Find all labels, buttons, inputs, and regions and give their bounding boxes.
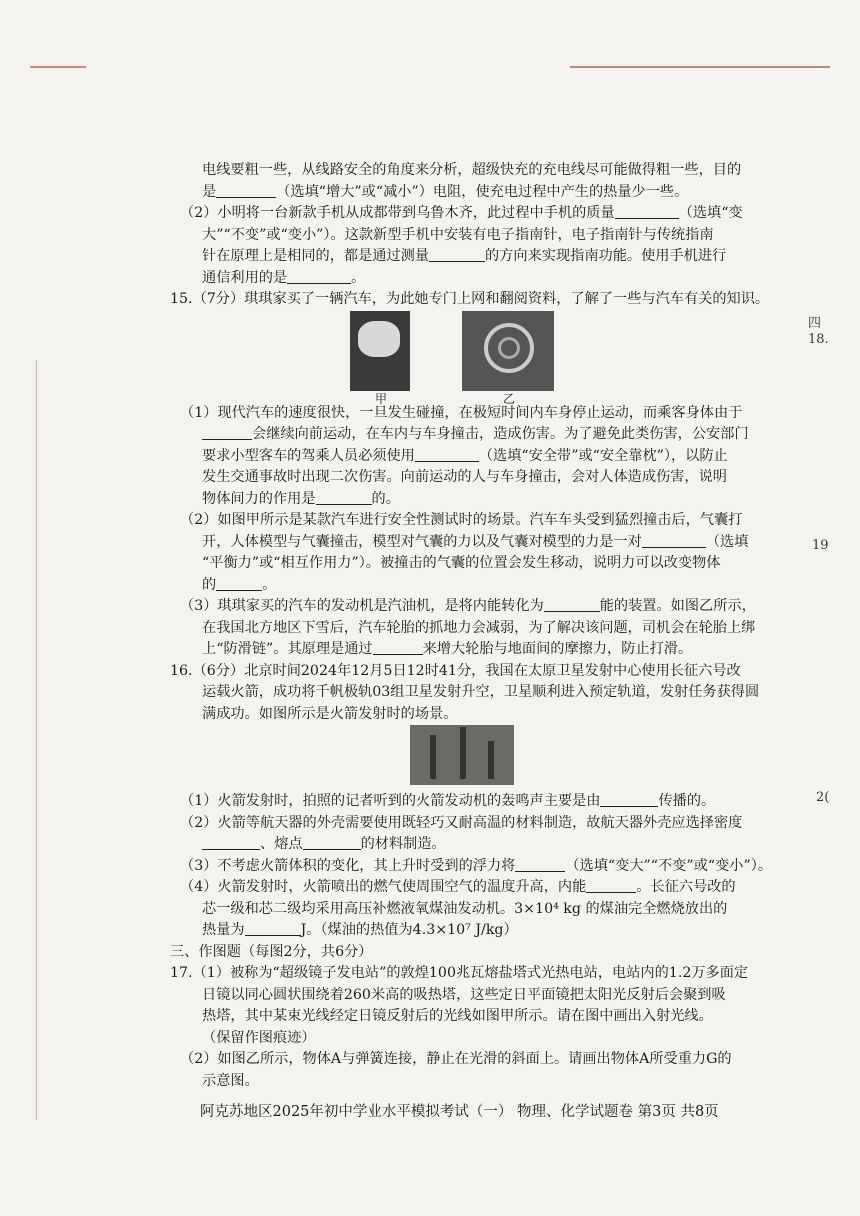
side-fragment: 18. <box>808 332 829 347</box>
top-rule-right <box>570 66 830 68</box>
answer-blank[interactable] <box>202 425 252 440</box>
text-line: 热量为 J。（煤油的热值为4.3×10⁷ J/kg） <box>202 922 518 938</box>
text-line: 物体间力的作用是 的。 <box>202 490 400 507</box>
figure-caption: 甲 <box>375 391 388 406</box>
answer-blank[interactable] <box>316 490 372 505</box>
rocket-launch-photo <box>410 725 514 785</box>
answer-blank[interactable] <box>544 597 600 612</box>
text-line: 日镜以同心圆状围绕着260米高的吸热塔，这些定日平面镜把太阳光反射后会聚到吸 <box>202 986 726 1003</box>
airbag-photo <box>350 311 410 391</box>
top-rule-left <box>30 66 86 68</box>
text-line: 是 （选填“增大”或“减小”）电阻，使充电过程中产生的热量少一些。 <box>202 183 689 200</box>
text-line: （3）不考虑火箭体积的变化，其上升时受到的浮力将 （选填“变大”“不变”或“变小”）。 <box>180 857 773 874</box>
answer-blank[interactable] <box>303 835 361 850</box>
text-line: （2）小明将一台新款手机从成都带到乌鲁木齐，此过程中手机的质量 （选填“变 <box>180 205 743 221</box>
answer-blank[interactable] <box>202 835 260 850</box>
answer-blank[interactable] <box>615 204 679 219</box>
text-line: 热塔，其中某束光线经定日镜反射后的光线如图甲所示。请在图中画出入射光线。 <box>202 1008 713 1024</box>
side-fragment: 19 <box>812 538 829 553</box>
answer-blank[interactable] <box>515 857 565 872</box>
text-line: 开，人体模型与气囊撞击，模型对气囊的力以及气囊对模型的力是一对 （选填 <box>202 533 749 550</box>
figure-row-16 <box>170 725 790 791</box>
text-line: （1）现代汽车的速度很快，一旦发生碰撞，在极短时间内车身停止运动，而乘客身体由于 <box>180 404 743 421</box>
text-line: （2）火箭等航天器的外壳需要使用既轻巧又耐高温的材料制造，故航天器外壳应选择密度 <box>180 814 743 831</box>
text-line: 上“防滑链”。其原理是通过 来增大轮胎与地面间的摩擦力，防止打滑。 <box>202 641 693 657</box>
text-line: （3）琪琪家买的汽车的发动机是汽油机，是将内能转化为 能的装置。如图乙所示， <box>180 598 756 614</box>
answer-blank[interactable] <box>429 247 485 262</box>
section-header: 三、作图题（每图2分，共6分） <box>170 943 373 960</box>
page-footer: 阿克苏地区2025年初中学业水平模拟考试（一） 物理、化学试题卷 第3页 共8页 <box>200 1104 719 1120</box>
text-line: 针在原理上是相同的，都是通过测量 的方向来实现指南功能。使用手机进行 <box>202 248 727 264</box>
question-16-header: 16.（6分）北京时间2024年12月5日12时41分，我国在太原卫星发射中心使用长征六号改 <box>170 662 741 679</box>
figure-row-15 <box>170 311 790 406</box>
question-15-header: 15.（7分）琪琪家买了一辆汽车，为此她专门上网和翻阅资料，了解了一些与汽车有关的知识。 <box>170 291 770 307</box>
text-line: 电线要粗一些，从线路安全的角度来分析，超级快充的充电线尽可能做得粗一些，目的 <box>202 162 742 178</box>
text-line: 在我国北方地区下雪后，汽车轮胎的抓地力会减弱，为了解决该问题，司机会在轮胎上绑 <box>202 619 756 636</box>
text-line: 会继续向前运动，在车内与车身撞击，造成伤害。为了避免此类伤害，公安部门 <box>170 424 790 446</box>
text-line: 大”“不变”或“变小”）。这款新型手机中安装有电子指南针，电子指南针与传统指南 <box>202 226 714 243</box>
answer-blank[interactable] <box>287 269 351 284</box>
text-line: 通信利用的是 。 <box>202 269 366 286</box>
answer-blank[interactable] <box>586 878 636 893</box>
side-fragment: 2( <box>816 790 830 805</box>
snow-chain-tire-photo <box>462 311 554 391</box>
answer-blank[interactable] <box>373 640 423 655</box>
text-line: 示意图。 <box>202 1072 259 1089</box>
answer-blank[interactable] <box>216 576 262 591</box>
text-line: 的 。 <box>202 576 277 593</box>
text-line: “平衡力”或“相互作用力”）。被撞击的气囊的位置会发生移动，说明力可以改变物体 <box>202 555 721 571</box>
side-fragment: 四 <box>808 316 822 331</box>
text-line: （2）如图乙所示，物体A与弹簧连接，静止在光滑的斜面上。请画出物体A所受重力G的 <box>180 1051 732 1067</box>
text-line: 满成功。如图所示是火箭发射时的场景。 <box>202 705 458 722</box>
text-line: 运载火箭，成功将千帆极轨03组卫星发射升空，卫星顺利进入预定轨道，发射任务获得圆 <box>202 684 760 700</box>
text-line: （1）火箭发射时，拍照的记者听到的火箭发动机的轰鸣声主要是由 传播的。 <box>180 793 716 809</box>
question-17-header: 17.（1）被称为“超级镜子发电站”的敦煌100兆瓦熔盐塔式光热电站，电站内的1.2万多面定 <box>170 965 749 981</box>
answer-blank[interactable] <box>415 447 479 462</box>
left-edge-line <box>36 360 37 1120</box>
answer-blank[interactable] <box>245 921 301 936</box>
answer-blank[interactable] <box>642 533 706 548</box>
text-line: 发生交通事故时出现二次伤害。向前运动的人与车身撞击，会对人体造成伤害，说明 <box>202 469 727 485</box>
figure-caption: 乙 <box>503 391 516 406</box>
text-line: （4）火箭发射时，火箭喷出的燃气使周围空气的温度升高，内能 。长征六号改的 <box>180 879 736 895</box>
text-line: （2）如图甲所示是某款汽车进行安全性测试时的场景。汽车车头受到猛烈撞击后，气囊打 <box>180 512 743 528</box>
text-line: （保留作图痕迹） <box>202 1029 316 1046</box>
answer-blank[interactable] <box>600 792 658 807</box>
question-content <box>170 160 790 1092</box>
text-line: 、熔点 的材料制造。 <box>170 834 790 856</box>
text-line: 要求小型客车的驾乘人员必须使用 （选填“安全带”或“安全靠枕”），以防止 <box>202 447 728 464</box>
text-line: 芯一级和芯二级均采用高压补燃液氧煤油发动机。3×10⁴ kg 的煤油完全燃烧放出的 <box>202 900 728 917</box>
answer-blank[interactable] <box>216 183 276 198</box>
